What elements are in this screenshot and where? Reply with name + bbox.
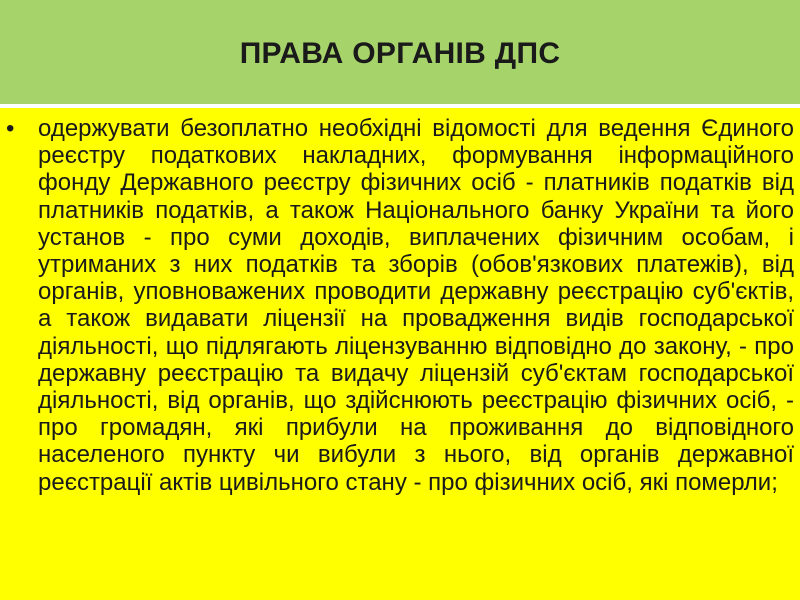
bullet-text: одержувати безоплатно необхідні відомості для ведення Єдиного реєстру податкових накладних, формування інформаційного фонду Державного реєстру фізичних осіб - платників податків від платників податків, а також Національного банку України та його установ - про суми доходів, виплачених фізичним особам, і утриманих з них податків та зборів (обов'язкових платежів), від органів, уповноважених проводити державну реєстрацію суб'єктів, а також видавати ліцензії на провадження видів господарської діяльності, що підлягають ліцензуванню відповідно до закону, - про державну реєстрацію та видачу ліцензій суб'єктам господарської діяльності, від органів, що здійснюють реєстрацію фізичних осіб, - про громадян, які прибули на проживання до відповідного населеного пункту чи вибули з нього, від органів державної реєстрації актів цивільного стану - про фізичних осіб, які померли; [38, 115, 794, 496]
title-banner [0, 0, 800, 104]
bullet-marker: • [6, 115, 15, 142]
slide-body [0, 113, 800, 593]
slide-title: ПРАВА ОРГАНІВ ДПС [239, 37, 561, 70]
header-divider [0, 104, 800, 108]
